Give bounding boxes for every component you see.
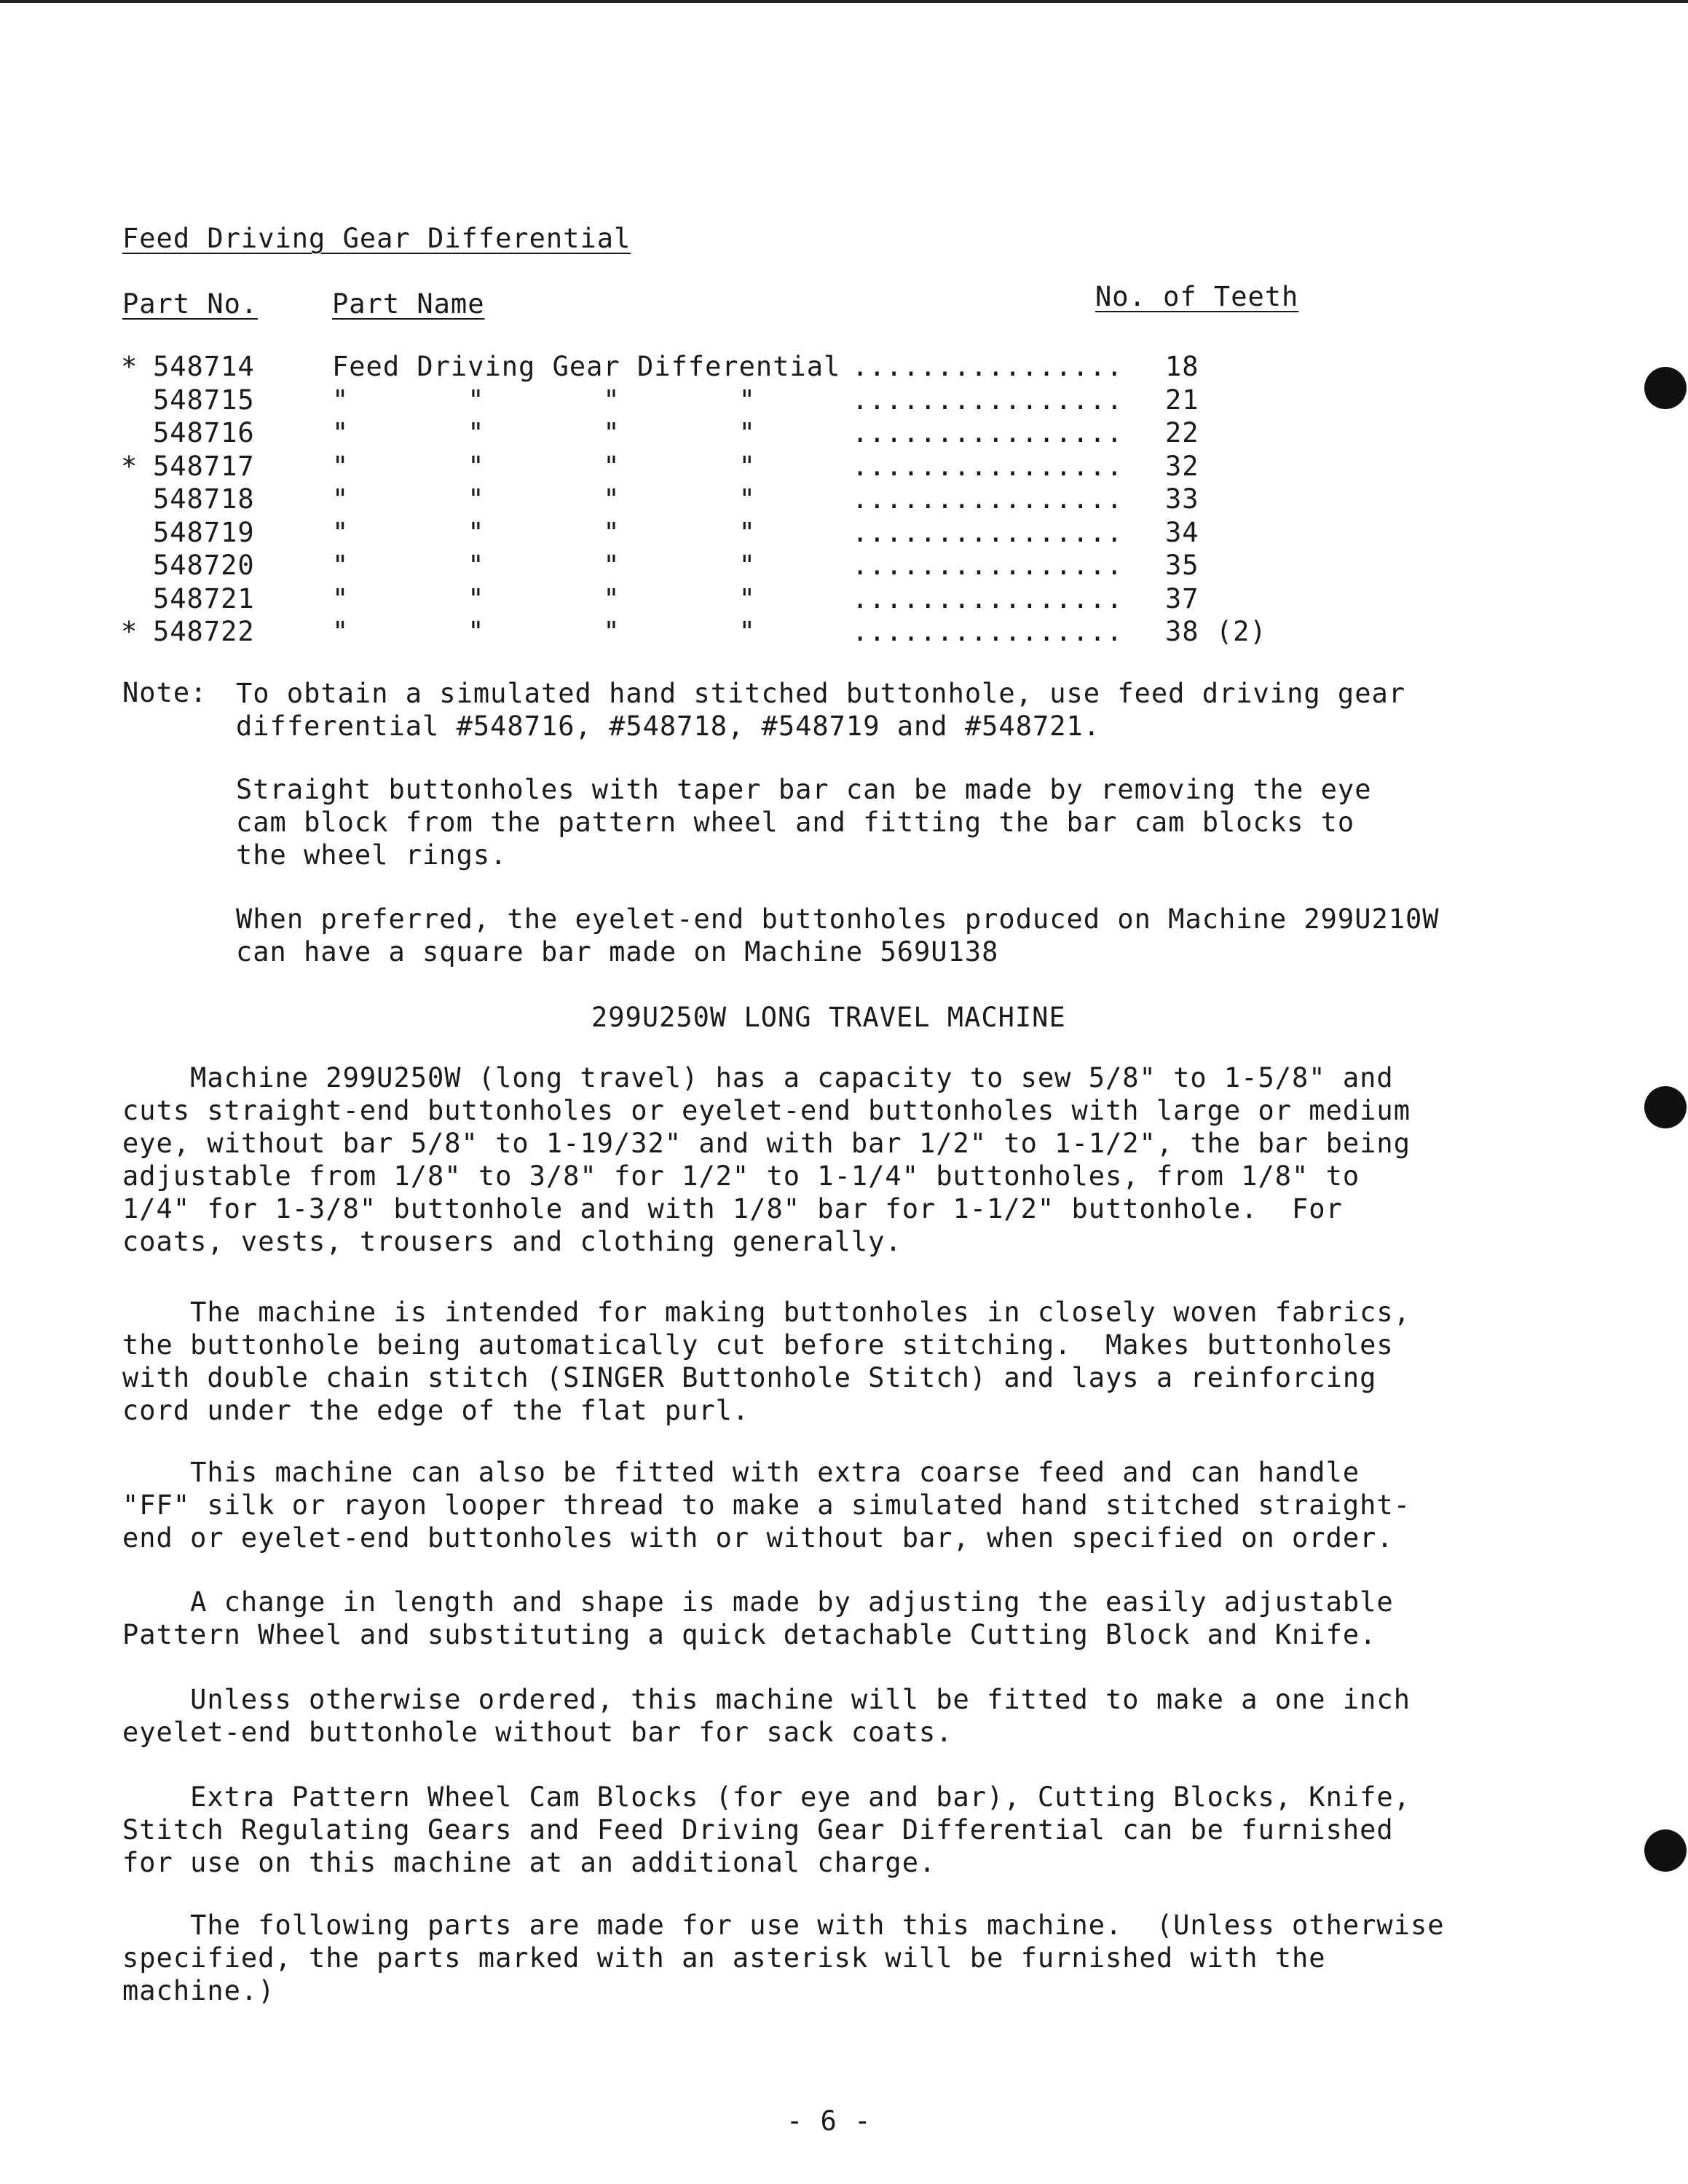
leader-dots: ................	[852, 583, 1124, 614]
body-paragraph-3	[122, 1456, 1411, 1554]
part-name: " " " "	[332, 616, 756, 647]
note-paragraph-1	[236, 677, 1405, 743]
leader-dots: ................	[852, 550, 1124, 581]
body-paragraph-7	[122, 1909, 1445, 2007]
body-line: Pattern Wheel and substituting a quick detachable Cutting Block and Knife.	[122, 1619, 1377, 1650]
top-border-line	[0, 0, 1688, 3]
note-line: the wheel rings.	[236, 839, 508, 871]
parts-row	[0, 616, 1688, 649]
part-number: 548719	[153, 517, 255, 548]
note-line: When preferred, the eyelet-end buttonholes produced on Machine 299U210W	[236, 903, 1440, 935]
punch-hole-middle	[1644, 1086, 1687, 1128]
note-paragraph-2	[236, 773, 1371, 871]
body-paragraph-6	[122, 1781, 1411, 1879]
teeth-count: 22	[1165, 417, 1199, 448]
header-no-of-teeth: No. of Teeth	[1095, 281, 1299, 312]
leader-dots: ................	[852, 451, 1124, 482]
leader-dots: ................	[852, 616, 1124, 647]
leader-dots: ................	[852, 384, 1124, 416]
body-line: cord under the edge of the flat purl.	[122, 1395, 750, 1426]
note-line: Straight buttonholes with taper bar can be made by removing the eye	[236, 774, 1372, 805]
parts-row	[0, 384, 1688, 418]
asterisk-marker: *	[121, 616, 138, 647]
body-line: "FF" silk or rayon looper thread to make a simulated hand stitched straight-	[122, 1489, 1411, 1521]
body-line: with double chain stitch (SINGER Buttonhole Stitch) and lays a reinforcing	[122, 1362, 1377, 1393]
leader-dots: ................	[852, 483, 1124, 515]
part-number: 548722	[153, 616, 255, 647]
note-paragraph-3	[236, 903, 1440, 968]
part-name: " " " "	[332, 451, 756, 482]
note-line: cam block from the pattern wheel and fitting the bar cam blocks to	[236, 807, 1355, 838]
body-line: A change in length and shape is made by adjusting the easily adjustable	[122, 1586, 1394, 1618]
note-line: differential #548716, #548718, #548719 and #548721.	[236, 711, 1101, 742]
page-number: - 6 -	[786, 2105, 872, 2137]
parts-row	[0, 517, 1688, 550]
parts-row	[0, 550, 1688, 583]
machine-heading: 299U250W LONG TRAVEL MACHINE	[591, 1002, 1066, 1033]
body-paragraph-1	[122, 1061, 1411, 1258]
body-line: eye, without bar 5/8" to 1-19/32" and with bar 1/2" to 1-1/2", the bar being	[122, 1128, 1411, 1159]
body-line: Extra Pattern Wheel Cam Blocks (for eye and bar), Cutting Blocks, Knife,	[122, 1781, 1411, 1813]
body-paragraph-2	[122, 1296, 1411, 1427]
part-name: " " " "	[332, 417, 756, 448]
body-line: adjustable from 1/8" to 3/8" for 1/2" to 1-1/4" buttonholes, from 1/8" to	[122, 1160, 1360, 1192]
note-line: To obtain a simulated hand stitched buttonhole, use feed driving gear	[236, 678, 1406, 709]
parts-row	[0, 417, 1688, 451]
section-title: Feed Driving Gear Differential	[122, 223, 631, 254]
part-number: 548721	[153, 583, 255, 614]
body-paragraph-4	[122, 1586, 1394, 1651]
part-number: 548715	[153, 384, 255, 416]
header-part-no: Part No.	[122, 288, 259, 320]
part-number: 548718	[153, 483, 255, 515]
teeth-count: 33	[1165, 483, 1199, 515]
part-name: " " " "	[332, 384, 756, 416]
body-line: Unless otherwise ordered, this machine will be fitted to make a one inch	[122, 1684, 1411, 1715]
punch-hole-bottom	[1644, 1829, 1687, 1872]
part-name: " " " "	[332, 517, 756, 548]
body-line: Stitch Regulating Gears and Feed Driving Gear Differential can be furnished	[122, 1814, 1394, 1845]
body-line: for use on this machine at an additional charge.	[122, 1847, 936, 1878]
teeth-count: 21	[1165, 384, 1199, 416]
part-number: 548717	[153, 451, 255, 482]
asterisk-marker: *	[121, 351, 138, 382]
body-line: cuts straight-end buttonholes or eyelet-end buttonholes with large or medium	[122, 1095, 1411, 1126]
part-number: 548720	[153, 550, 255, 581]
asterisk-marker: *	[121, 451, 138, 482]
part-number: 548714	[153, 351, 255, 382]
body-line: coats, vests, trousers and clothing generally.	[122, 1226, 902, 1257]
parts-row	[0, 451, 1688, 484]
parts-row	[0, 351, 1688, 384]
teeth-count: 34	[1165, 517, 1199, 548]
note-line: can have a square bar made on Machine 569U138	[236, 936, 999, 968]
part-name: " " " "	[332, 583, 756, 614]
parts-row	[0, 583, 1688, 617]
part-name: " " " "	[332, 550, 756, 581]
body-line: Machine 299U250W (long travel) has a capacity to sew 5/8" to 1-5/8" and	[122, 1062, 1394, 1093]
leader-dots: ................	[852, 517, 1124, 548]
note-label: Note:	[122, 677, 208, 708]
body-line: end or eyelet-end buttonholes with or without bar, when specified on order.	[122, 1522, 1394, 1554]
teeth-count: 37	[1165, 583, 1199, 614]
part-name: " " " "	[332, 483, 756, 515]
body-line: the buttonhole being automatically cut before stitching. Makes buttonholes	[122, 1329, 1394, 1361]
body-line: The following parts are made for use with this machine. (Unless otherwise	[122, 1910, 1445, 1941]
part-number: 548716	[153, 417, 255, 448]
parts-row	[0, 483, 1688, 517]
body-line: specified, the parts marked with an asterisk will be furnished with the	[122, 1942, 1326, 1974]
header-part-name: Part Name	[332, 288, 485, 320]
teeth-count: 38 (2)	[1165, 616, 1267, 647]
body-line: eyelet-end buttonhole without bar for sack coats.	[122, 1717, 953, 1748]
teeth-count: 18	[1165, 351, 1199, 382]
leader-dots: ................	[852, 351, 1124, 382]
body-line: The machine is intended for making buttonholes in closely woven fabrics,	[122, 1297, 1411, 1328]
body-line: machine.)	[122, 1975, 275, 2006]
body-line: 1/4" for 1-3/8" buttonhole and with 1/8" bar for 1-1/2" buttonhole. For	[122, 1193, 1343, 1224]
teeth-count: 32	[1165, 451, 1199, 482]
teeth-count: 35	[1165, 550, 1199, 581]
part-name: Feed Driving Gear Differential	[332, 351, 841, 382]
leader-dots: ................	[852, 417, 1124, 448]
body-line: This machine can also be fitted with extra coarse feed and can handle	[122, 1457, 1360, 1488]
body-paragraph-5	[122, 1683, 1411, 1749]
